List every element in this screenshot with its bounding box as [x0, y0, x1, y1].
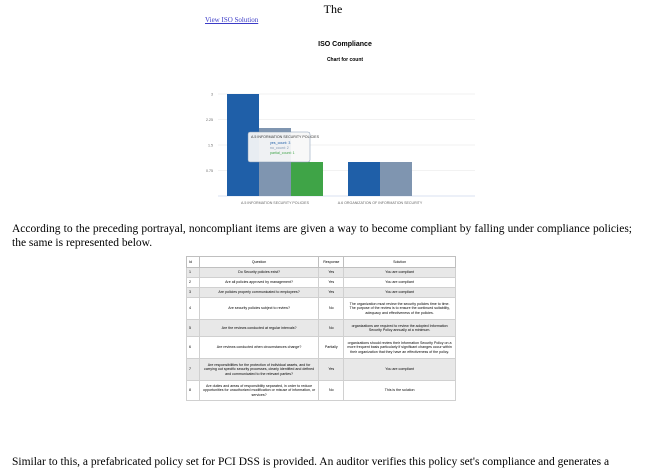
- chart-plot-area: [206, 93, 475, 206]
- cell-question: Are policies properly communicated to employees?: [199, 288, 319, 298]
- top-text-fragment: The: [323, 2, 343, 16]
- paragraph-1: According to the preceding portrayal, noncompliant items are given a way to become compliant by falling under compliance policies; the same is represented below.: [12, 223, 632, 249]
- bar-partial_count: [291, 162, 323, 196]
- y-tick-label: 3: [211, 92, 213, 97]
- cell-response: Partially: [319, 337, 344, 359]
- chart-title: ISO Compliance: [318, 41, 372, 48]
- table-row: [187, 359, 456, 381]
- compliance-table-container: [186, 256, 456, 436]
- column-header-response: Response: [319, 257, 344, 268]
- cell-solution: You are compliant: [344, 268, 456, 278]
- bar-no_count: [380, 162, 412, 196]
- y-tick-label: 0.75: [206, 169, 213, 173]
- table-row: [187, 278, 456, 288]
- x-tick-label: A.6 ORGANIZATION OF INFORMATION SECURITY: [337, 201, 423, 205]
- cell-solution: The organization must review the security policies time to time. The purpose of the review is to ensure the continued suitability, adequacy and effectiveness of the policies.: [344, 298, 456, 320]
- cell-response: Yes: [319, 268, 344, 278]
- cell-question: Are security policies subject to review?: [199, 298, 319, 320]
- cell-solution: You are compliant: [344, 288, 456, 298]
- table-row: [187, 337, 456, 359]
- cell-solution: You are compliant: [344, 278, 456, 288]
- cell-id: 7: [187, 359, 200, 381]
- cell-solution: This is the solution: [344, 381, 456, 401]
- tooltip-line: yes_count: 3: [270, 141, 291, 145]
- cell-question: Are the reviews conducted at regular intervals?: [199, 320, 319, 337]
- table-row: [187, 381, 456, 401]
- cell-response: Yes: [319, 278, 344, 288]
- cell-response: Yes: [319, 359, 344, 381]
- cell-id: 2: [187, 278, 200, 288]
- tooltip-line: partial_count: 1: [270, 151, 295, 155]
- cell-question: Are all policies approved by management?: [199, 278, 319, 288]
- x-tick-label: A.5 INFORMATION SECURITY POLICIES: [241, 201, 309, 205]
- tooltip-title: A.5 INFORMATION SECURITY POLICIES: [251, 135, 319, 139]
- cell-id: 1: [187, 268, 200, 278]
- view-iso-solution-link[interactable]: View ISO Solution: [205, 16, 259, 24]
- cell-question: Do Security policies exist?: [199, 268, 319, 278]
- cell-solution: You are compliant: [344, 359, 456, 381]
- cell-solution: organizations should review their Information Security Policy on a more frequent basis particularly if significant changes occur within their organization that they have an effectiveness of the policy.: [344, 337, 456, 359]
- cell-question: Are reviews conducted when circumstances change?: [199, 337, 319, 359]
- cell-id: 4: [187, 298, 200, 320]
- iso-compliance-chart: [190, 34, 480, 206]
- table-row: [187, 298, 456, 320]
- y-tick-label: 1.5: [208, 143, 213, 148]
- table-row: [187, 268, 456, 278]
- cell-response: No: [319, 320, 344, 337]
- cell-id: 6: [187, 337, 200, 359]
- tooltip-line: no_count: 2: [270, 146, 289, 150]
- cell-id: 8: [187, 381, 200, 401]
- column-header-question: Question: [199, 257, 319, 268]
- cell-question: Are duties and areas of responsibility separated, in order to reduce opportunities for unauthorized modification or misuse of information, or services?: [199, 381, 319, 401]
- cell-question: Are responsibilities for the protection of individual assets, and for carrying out specific security processes, clearly identified and defined and communicated to the relevant parties?: [199, 359, 319, 381]
- cell-response: No: [319, 381, 344, 401]
- column-header-id: Id: [187, 257, 200, 268]
- paragraph-2: Similar to this, a prefabricated policy set for PCI DSS is provided. An auditor verifies this policy set's compliance and generates a: [12, 456, 610, 468]
- table-row: [187, 288, 456, 298]
- column-header-solution: Solution: [344, 257, 456, 268]
- chart-subtitle: Chart for count: [326, 57, 364, 63]
- cell-id: 5: [187, 320, 200, 337]
- cell-response: Yes: [319, 288, 344, 298]
- bar-yes_count: [348, 162, 380, 196]
- cell-response: No: [319, 298, 344, 320]
- cell-id: 3: [187, 288, 200, 298]
- table-header-row: [187, 257, 456, 268]
- cell-solution: organizations are required to review the adopted Information Security Policy annually at a minimum.: [344, 320, 456, 337]
- table-row: [187, 320, 456, 337]
- compliance-table: [186, 256, 456, 401]
- y-tick-label: 2.25: [206, 118, 213, 122]
